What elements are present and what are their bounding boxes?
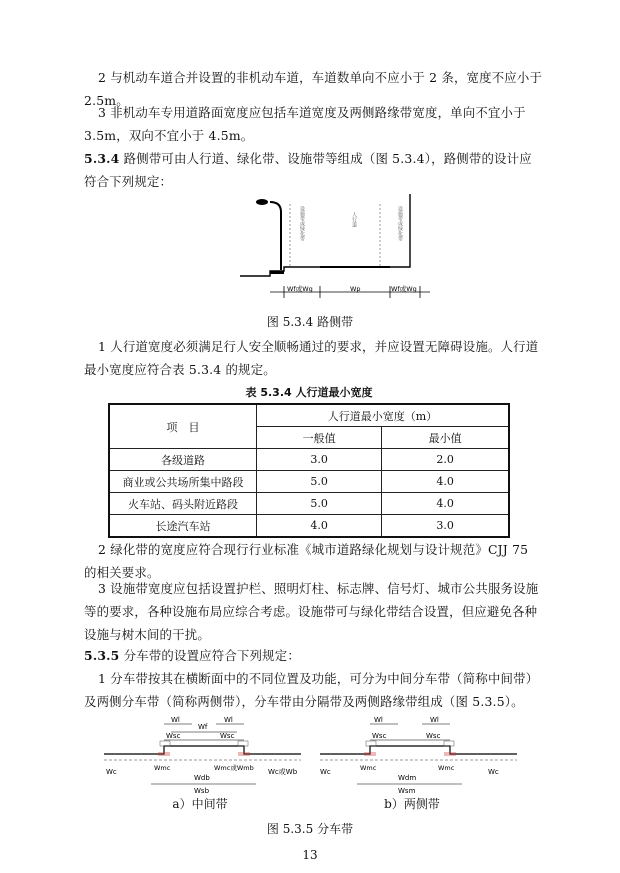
dim-wc-right: Wc xyxy=(488,768,499,776)
header-item: 项 目 xyxy=(109,404,257,449)
sidewalk-width-table xyxy=(108,403,510,538)
label-sidewalk: 人行道 xyxy=(351,212,357,227)
label-right-zone: 设施带或绿化带 xyxy=(397,206,403,241)
row-min: 4.0 xyxy=(382,471,509,493)
row-general: 5.0 xyxy=(257,493,382,515)
dim-wl: Wl xyxy=(374,716,383,724)
dim-wmc: Wmc xyxy=(154,764,171,772)
paragraph-green-belt: 2 绿化带的宽度应符合现行行业标准《城市道路绿化规划与设计规范》CJJ 75 的相关要求。 xyxy=(84,542,529,580)
row-item: 长途汽车站 xyxy=(109,515,257,538)
paragraph-facility-belt: 3 设施带宽度应包括设置护栏、照明灯柱、标志牌、信号灯、城市公共服务设施等的要求，各种设施布局应综合考虑。设施带可与绿化带结合设置，但应避免各种设施与树木间的干扰。 xyxy=(84,581,539,642)
clause-number: 5.3.5 xyxy=(84,648,120,663)
row-item: 商业或公共场所集中路段 xyxy=(109,471,257,493)
dim-right: Wf或Wg xyxy=(391,285,417,293)
clause-number: 5.3.4 xyxy=(84,151,120,166)
figure-roadside-zone xyxy=(240,192,440,302)
subcaption-a: a）中间带 xyxy=(172,797,228,811)
paragraph-nonmotor-lanes: 2 与机动车道合并设置的非机动车道，车道数单向不应小于 2 条，宽度不应小于 2.5m。 xyxy=(84,70,543,108)
dim-wc: Wc xyxy=(106,768,117,776)
paragraph-dedicated-lane-width: 3 非机动车专用道路面宽度应包括车道宽度及两侧路缘带宽度，单向不宜小于 3.5m，双向不宜小于 4.5m。 xyxy=(84,105,526,143)
dim-left: Wf或Wg xyxy=(287,285,313,293)
table-title: 表 5.3.4 人行道最小宽度 xyxy=(245,386,373,399)
dim-wdm: Wdm xyxy=(398,774,417,782)
street-lamp-icon xyxy=(270,202,281,270)
dim-wmc-right: Wmc xyxy=(438,764,455,772)
lamp-head-icon xyxy=(256,199,268,205)
clause-text: 路侧带可由人行道、绿化带、设施带等组成（图 5.3.4），路侧带的设计应符合下列规定： xyxy=(84,151,532,189)
paragraph-sidewalk-width: 1 人行道宽度必须满足行人安全顺畅通过的要求，并应设置无障碍设施。人行道最小宽度应符合表 5.3.4 的规定。 xyxy=(84,339,539,377)
row-min: 4.0 xyxy=(382,493,509,515)
row-min: 3.0 xyxy=(382,515,509,538)
clause-5-3-4 xyxy=(84,147,544,193)
dim-mid: Wp xyxy=(350,285,361,293)
dim-wsc: Wsc xyxy=(166,732,181,740)
clause-text: 分车带的设置应符合下列规定： xyxy=(119,648,300,663)
dim-wsm: Wsm xyxy=(398,787,416,795)
table-row xyxy=(109,515,509,538)
dim-wl-right: Wl xyxy=(430,716,439,724)
clause-5-3-5 xyxy=(84,644,544,667)
dim-wl-right: Wl xyxy=(224,716,233,724)
header-general: 一般值 xyxy=(257,427,382,449)
table-row xyxy=(109,449,509,471)
dim-wmc: Wmc xyxy=(360,764,377,772)
row-item: 各级道路 xyxy=(109,449,257,471)
row-item: 火车站、码头附近路段 xyxy=(109,493,257,515)
row-general: 5.0 xyxy=(257,471,382,493)
table-row xyxy=(109,493,509,515)
dim-wmc-wmb: Wmc或Wmb xyxy=(214,764,254,772)
dim-wl: Wl xyxy=(171,716,180,724)
page-number: 13 xyxy=(302,848,318,862)
dim-wsc-right: Wsc xyxy=(220,732,235,740)
table-row xyxy=(109,471,509,493)
row-general: 3.0 xyxy=(257,449,382,471)
header-min: 最小值 xyxy=(382,427,509,449)
paragraph-divider-types: 1 分车带按其在横断面中的不同位置及功能，可分为中间分车带（简称中间带）及两侧分车带（简称两侧带），分车带由分隔带及两侧路缘带组成（图 5.3.5）。 xyxy=(84,671,539,709)
header-group: 人行道最小宽度（m） xyxy=(257,404,510,427)
subcaption-b: b）两侧带 xyxy=(384,797,440,811)
dim-wsc: Wsc xyxy=(372,732,387,740)
dim-wsb: Wsb xyxy=(194,787,210,795)
label-left-zone: 设施带或绿化带 xyxy=(299,206,305,241)
dim-wdb: Wdb xyxy=(194,774,210,782)
dim-wc: Wc xyxy=(320,768,331,776)
dim-wc-wb: Wc或Wb xyxy=(268,768,298,776)
figure-534-caption: 图 5.3.4 路侧带 xyxy=(266,315,354,329)
figure-535-caption: 图 5.3.5 分车带 xyxy=(266,822,354,836)
dim-wsc-right: Wsc xyxy=(426,732,441,740)
row-general: 4.0 xyxy=(257,515,382,538)
row-min: 2.0 xyxy=(382,449,509,471)
dim-wf: Wf xyxy=(198,723,208,731)
